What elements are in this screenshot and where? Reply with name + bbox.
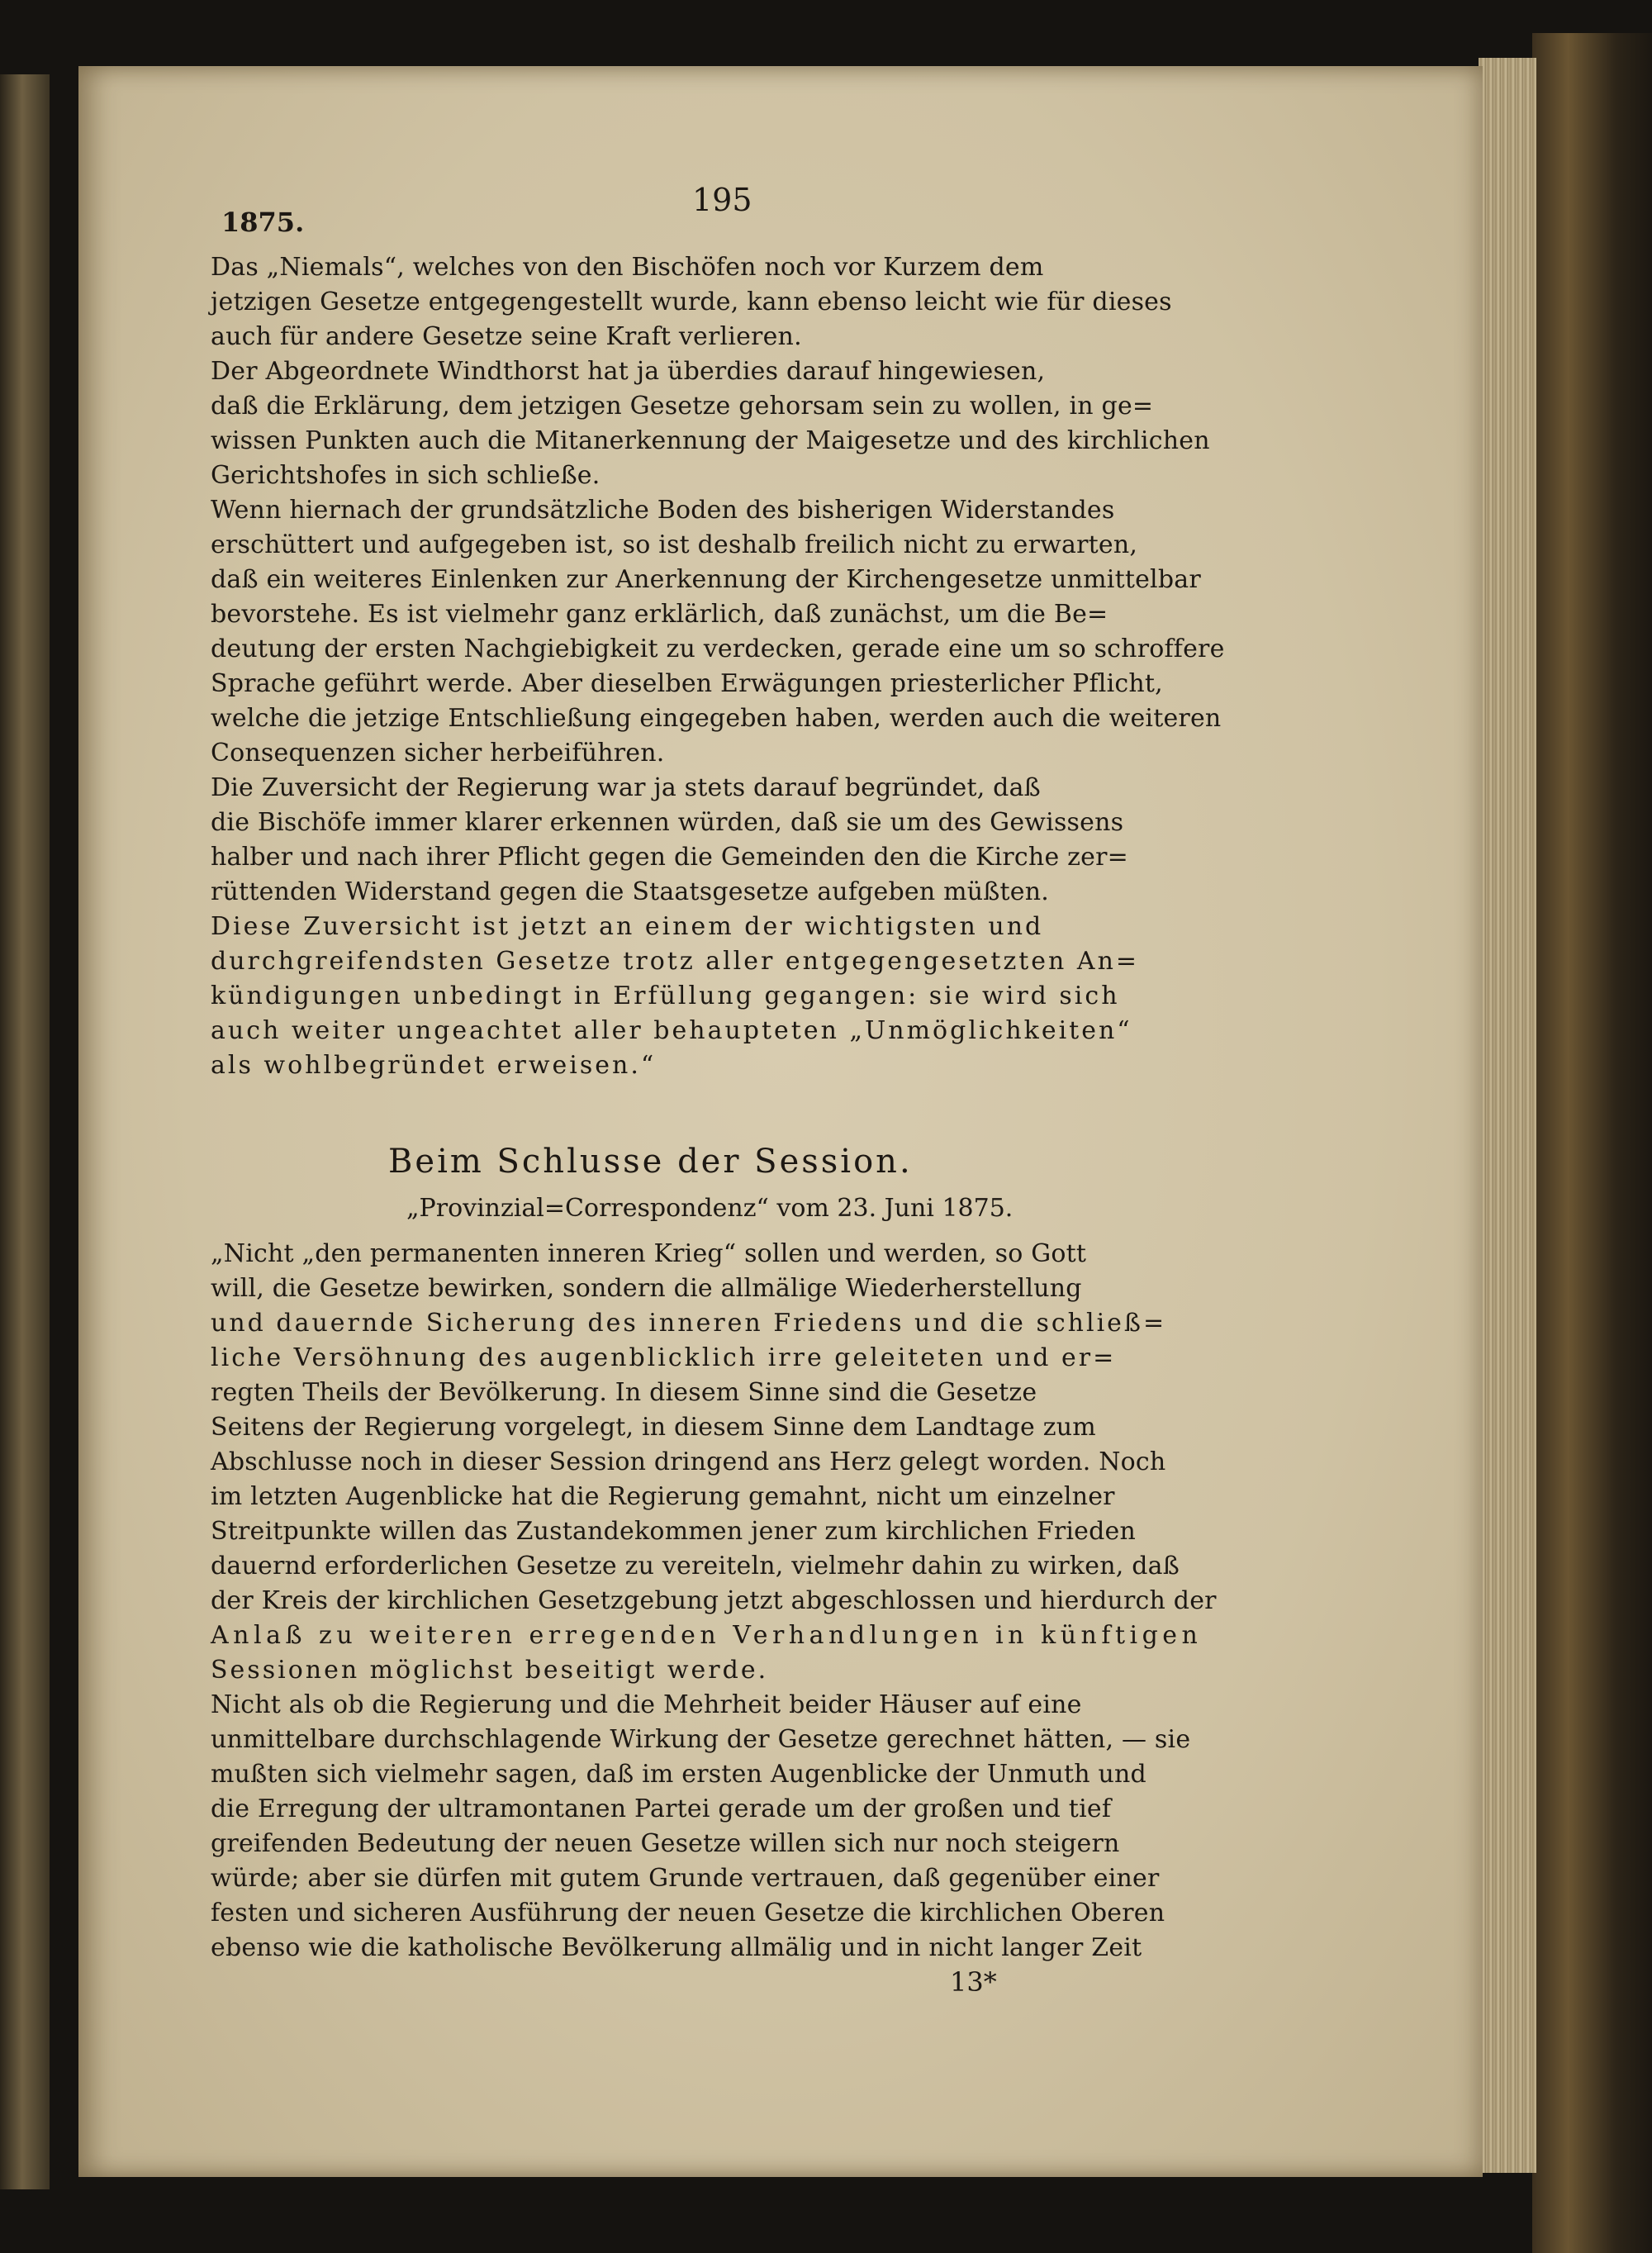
section-title: Beim Schlusse der Session. [388, 1143, 913, 1181]
text-line: liche Versöhnung des augenblicklich irre geleiteten und er= [211, 1343, 1117, 1372]
text-line: halber und nach ihrer Pflicht gegen die Gemeinden den die Kirche zer= [211, 843, 1128, 872]
text-line: jetzigen Gesetze entgegengestellt wurde, kann ebenso leicht wie für dieses [211, 288, 1172, 316]
text-line: kündigungen unbedingt in Erfüllung gegangen: sie wird sich [211, 982, 1120, 1010]
text-line: Sprache geführt werde. Aber dieselben Erwägungen priesterlicher Pflicht, [211, 669, 1163, 698]
text-line: Wenn hiernach der grundsätzliche Boden des bisherigen Widerstandes [211, 496, 1115, 525]
text-line: die Bischöfe immer klarer erkennen würden, daß sie um des Gewissens [211, 808, 1124, 837]
section-subtitle: „Provinzial=Correspondenz“ vom 23. Juni 1875. [406, 1194, 1014, 1223]
year-label: 1875. [221, 207, 305, 238]
text-line: Abschlusse noch in dieser Session dringend ans Herz gelegt worden. Noch [211, 1447, 1166, 1476]
text-line: erschüttert und aufgegeben ist, so ist deshalb freilich nicht zu erwarten, [211, 530, 1138, 559]
text-line: welche die jetzige Entschließung eingegeben haben, werden auch die weiteren [211, 704, 1222, 733]
text-line: Die Zuversicht der Regierung war ja stets darauf begründet, daß [211, 773, 1041, 802]
text-line: will, die Gesetze bewirken, sondern die allmälige Wiederherstellung [211, 1274, 1082, 1303]
text-line: festen und sicheren Ausführung der neuen Gesetze die kirchlichen Oberen [211, 1899, 1165, 1927]
text-line: Diese Zuversicht ist jetzt an einem der wichtigsten und [211, 912, 1044, 941]
text-line: durchgreifendsten Gesetze trotz aller entgegengesetzten An= [211, 947, 1140, 976]
text-line: bevorstehe. Es ist vielmehr ganz erklärlich, daß zunächst, um die Be= [211, 600, 1108, 629]
text-line: ebenso wie die katholische Bevölkerung allmälig und in nicht langer Zeit [211, 1933, 1142, 1962]
text-line: Nicht als ob die Regierung und die Mehrheit beider Häuser auf eine [211, 1690, 1082, 1719]
text-line: im letzten Augenblicke hat die Regierung gemahnt, nicht um einzelner [211, 1482, 1115, 1511]
text-line: Das „Niemals“, welches von den Bischöfen noch vor Kurzem dem [211, 253, 1044, 282]
text-line: daß ein weiteres Einlenken zur Anerkennung der Kirchengesetze unmittelbar [211, 565, 1201, 594]
book-cover-edge [1532, 33, 1652, 2253]
text-line: unmittelbare durchschlagende Wirkung der Gesetze gerechnet hätten, — sie [211, 1725, 1191, 1754]
text-line: und dauernde Sicherung des inneren Friedens und die schließ= [211, 1309, 1167, 1338]
text-line: Gerichtshofes in sich schließe. [211, 461, 601, 490]
page-number: 195 [692, 182, 752, 218]
text-line: Sessionen möglichst beseitigt werde. [211, 1656, 769, 1685]
text-line: die Erregung der ultramontanen Partei gerade um der großen und tief [211, 1794, 1112, 1823]
page-stack-edge [1479, 58, 1536, 2173]
text-line: Seitens der Regierung vorgelegt, in diesem Sinne dem Landtage zum [211, 1413, 1096, 1442]
text-line: als wohlbegründet erweisen.“ [211, 1051, 657, 1080]
text-line: regten Theils der Bevölkerung. In diesem Sinne sind die Gesetze [211, 1378, 1037, 1407]
text-line: Streitpunkte willen das Zustandekommen jener zum kirchlichen Frieden [211, 1517, 1137, 1546]
text-line: würde; aber sie dürfen mit gutem Grunde vertrauen, daß gegenüber einer [211, 1864, 1160, 1893]
text-line: deutung der ersten Nachgiebigkeit zu verdecken, gerade eine um so schroffere [211, 635, 1225, 663]
adjacent-page-edge [0, 74, 50, 2189]
text-line: Anlaß zu weiteren erregenden Verhandlungen in künftigen [211, 1621, 1203, 1650]
text-line: dauernd erforderlichen Gesetze zu vereiteln, vielmehr dahin zu wirken, daß [211, 1552, 1180, 1580]
text-line: Consequenzen sicher herbeiführen. [211, 739, 665, 768]
text-line: Der Abgeordnete Windthorst hat ja überdies darauf hingewiesen, [211, 357, 1046, 386]
text-line: der Kreis der kirchlichen Gesetzgebung jetzt abgeschlossen und hierdurch der [211, 1586, 1217, 1615]
text-line: „Nicht „den permanenten inneren Krieg“ sollen und werden, so Gott [211, 1239, 1087, 1268]
text-line: greifenden Bedeutung der neuen Gesetze willen sich nur noch steigern [211, 1829, 1120, 1858]
text-line: auch für andere Gesetze seine Kraft verlieren. [211, 322, 802, 351]
text-line: mußten sich vielmehr sagen, daß im ersten Augenblicke der Unmuth und [211, 1760, 1146, 1789]
text-line: auch weiter ungeachtet aller behaupteten „Unmöglichkeiten“ [211, 1016, 1132, 1045]
text-line: wissen Punkten auch die Mitanerkennung der Maigesetze und des kirchlichen [211, 426, 1210, 455]
printer-signature-mark: 13* [950, 1966, 997, 1998]
text-line: rüttenden Widerstand gegen die Staatsgesetze aufgeben müßten. [211, 877, 1049, 906]
text-line: daß die Erklärung, dem jetzigen Gesetze gehorsam sein zu wollen, in ge= [211, 392, 1154, 421]
